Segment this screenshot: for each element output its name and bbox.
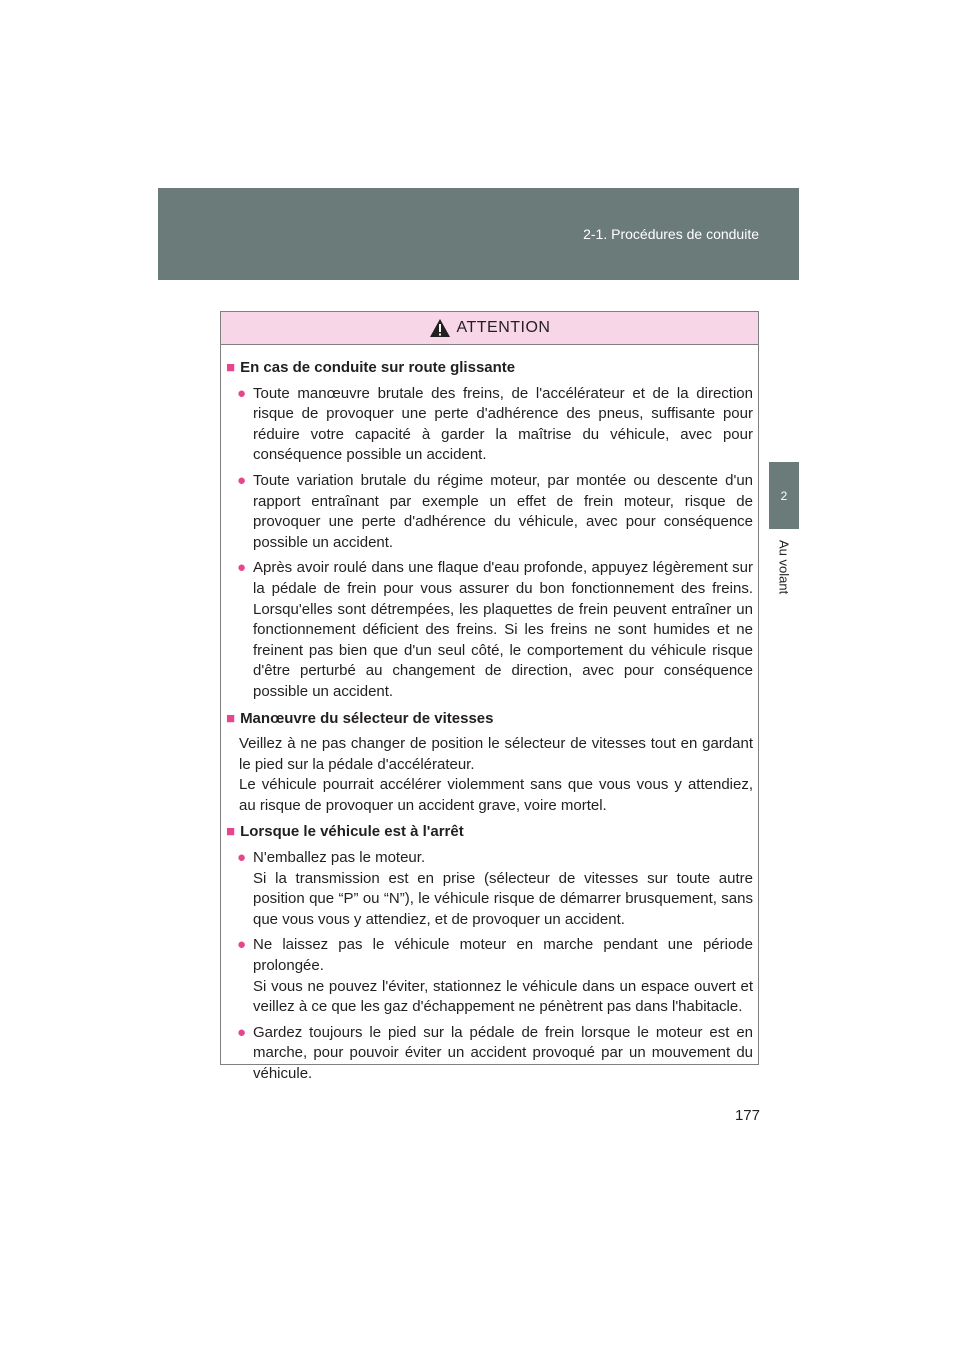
list-item: ● Gardez toujours le pied sur la pédale de frein lorsque le moteur est en marche, pour pouvoir éviter un accident provoqué par un mouvement du véhicule. <box>237 1023 753 1082</box>
circle-bullet-icon: ● <box>237 471 247 489</box>
list-item: ● Toute variation brutale du régime moteur, par montée ou descente d'un rapport entraînant par exemple un effet de frein moteur, risque de provoquer une perte d'adhérence du véhicule, avec pour conséquence possible un accident. <box>237 471 753 551</box>
side-tab-label: Au volant <box>776 540 792 595</box>
circle-bullet-icon: ● <box>237 849 247 867</box>
side-tab-number: 2 <box>769 462 799 529</box>
section-title: ■ En cas de conduite sur route glissante <box>226 358 753 379</box>
warning-triangle-icon <box>429 318 451 338</box>
chapter-header <box>158 188 799 280</box>
circle-bullet-icon: ● <box>237 559 247 577</box>
section-title: ■ Manœuvre du sélecteur de vitesses <box>226 709 753 730</box>
list-item: ● Ne laissez pas le véhicule moteur en marche pendant une période prolongée. Si vous ne pouvez l'éviter, stationnez le véhicule dans un espace ouvert et veillez à ce que les gaz d'échappement ne pénètrent pas dans l'habitacle. <box>237 936 753 1016</box>
circle-bullet-icon: ● <box>237 1023 247 1041</box>
paragraph: Veillez à ne pas changer de position le sélecteur de vitesses tout en gardant le pied sur la pédale d'accélérateur. Le véhicule pourrait accélérer violemment sans que vous vous y attendiez, au risque de provoquer un accident grave, voire mortel. <box>239 735 753 814</box>
chapter-section-title: 2-1. Procédures de conduite <box>583 226 759 242</box>
warning-header <box>221 312 758 345</box>
warning-content <box>221 345 758 1085</box>
warning-box <box>220 311 759 1082</box>
list-item: ● Après avoir roulé dans une flaque d'eau profonde, appuyez légèrement sur la pédale de frein pour vous assurer du bon fonctionnement des freins. Lorsqu'elles sont détrempées, les plaquettes de frein peuvent entraîner un fonctionnement déficient des freins. Si les freins ne sont humides et ne freinent pas bien que d'un seul côté, le comportement du véhicule risque d'être perturbé au changement de direction, avec pour conséquence possible un accident. <box>237 559 753 700</box>
list-item: ● Toute manœuvre brutale des freins, de l'accélérateur et de la direction risque de provoquer une perte d'adhérence des pneus, suffisante pour réduire votre capacité à garder la maîtrise du véhicule, avec pour conséquence possible un accident. <box>237 384 753 464</box>
section-title: ■ Lorsque le véhicule est à l'arrêt <box>226 822 753 843</box>
square-bullet-icon: ■ <box>226 359 236 376</box>
circle-bullet-icon: ● <box>237 936 247 954</box>
page-number: 177 <box>734 1107 760 1124</box>
square-bullet-icon: ■ <box>226 823 236 841</box>
warning-title: ATTENTION <box>456 319 551 336</box>
list-item: ● N'emballez pas le moteur. Si la transmission est en prise (sélecteur de vitesses sur toute autre position que “P” ou “N”), le véhicule risque de démarrer brusquement, sans que vous vous y attendiez, et de provoquer un accident. <box>237 849 753 928</box>
square-bullet-icon: ■ <box>226 709 236 727</box>
circle-bullet-icon: ● <box>237 384 247 402</box>
